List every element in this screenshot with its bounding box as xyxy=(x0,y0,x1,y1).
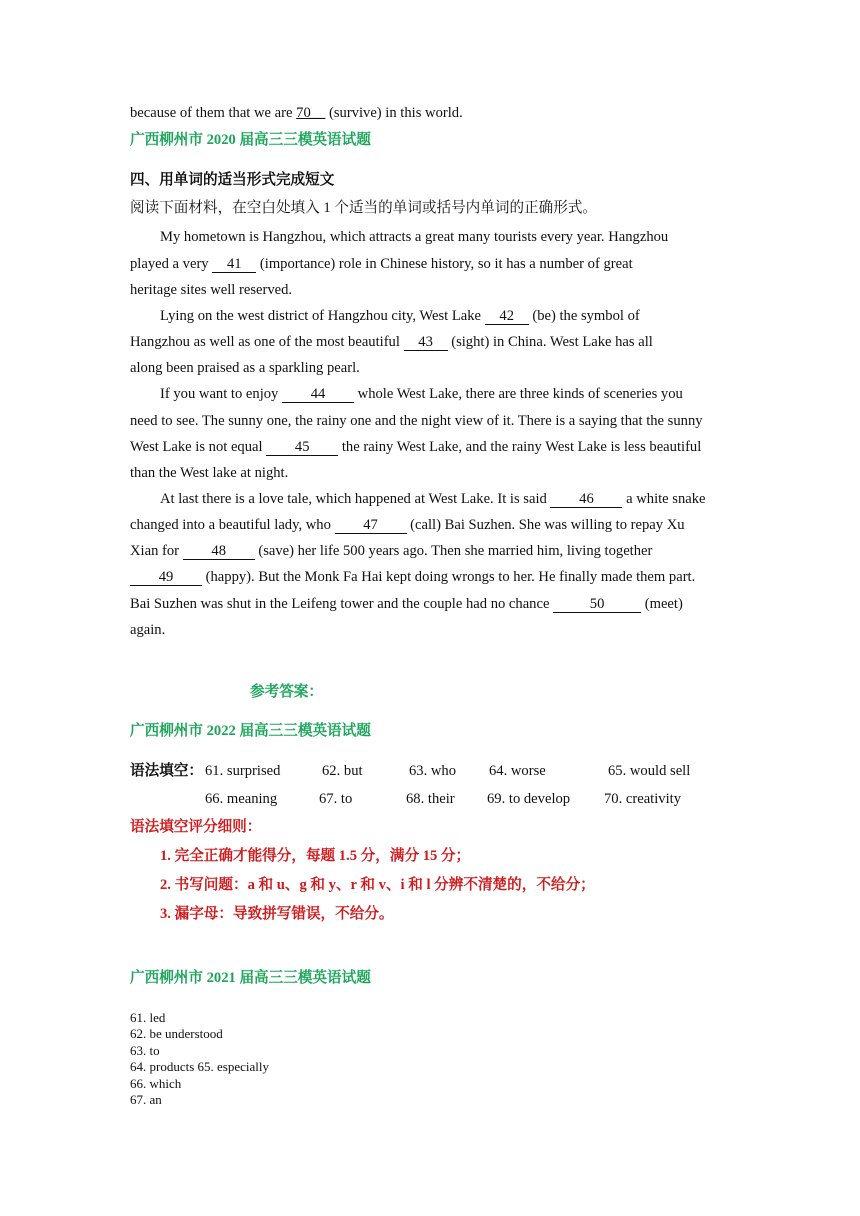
instruction: 阅读下面材料，在空白处填入 1 个适当的单词或括号内单词的正确形式。 xyxy=(130,200,598,216)
passage-line: changed into a beautiful lady, who 47 (call) Bai Suzhen. She was willing to repay Xu xyxy=(130,517,685,533)
answer-2021-item: 63. to xyxy=(130,1043,160,1058)
answer-item: 66. meaning xyxy=(205,791,278,807)
blank-42: 42 xyxy=(485,308,529,325)
answer-item: 67. to xyxy=(319,791,353,807)
answer-item: 70. creativity xyxy=(604,791,681,807)
answers-title: 参考答案： xyxy=(250,684,323,700)
answer-item: 63. who xyxy=(409,763,457,779)
passage-line: heritage sites well reserved. xyxy=(130,282,293,298)
answer-2021-item: 64. products 65. especially xyxy=(130,1059,269,1074)
passage-line: Xian for 48 (save) her life 500 years ago. Then she married him, living together xyxy=(130,543,653,559)
blank-48: 48 xyxy=(183,543,255,560)
blank-45: 45 xyxy=(266,439,338,456)
answer-item: 68. their xyxy=(406,791,455,807)
passage-line: Bai Suzhen was shut in the Leifeng tower and the couple had no chance 50 (meet) xyxy=(130,596,683,612)
passage-line: If you want to enjoy 44 whole West Lake, there are three kinds of sceneries you xyxy=(160,386,683,402)
answer-item: 65. would sell xyxy=(608,763,691,779)
passage-line: At last there is a love tale, which happened at West Lake. It is said 46 a white snake xyxy=(160,491,706,507)
answer-2021-item: 66. which xyxy=(130,1076,182,1091)
passage-line: My hometown is Hangzhou, which attracts a great many tourists every year. Hangzhou xyxy=(160,229,669,245)
answer-item: 61. surprised xyxy=(205,763,281,779)
scoring-rule: 3. 漏字母：导致拼写错误，不给分。 xyxy=(160,906,394,922)
answer-item: 62. but xyxy=(322,763,363,779)
answer-item: 64. worse xyxy=(489,763,546,779)
scoring-rule: 2. 书写问题：a 和 u、g 和 y、r 和 v、i 和 l 分辨不清楚的，不给分； xyxy=(160,877,595,893)
heading-2022: 广西柳州市 2022 届高三三模英语试题 xyxy=(130,723,371,739)
blank-46: 46 xyxy=(550,491,622,508)
blank-43: 43 xyxy=(404,334,448,351)
blank-44: 44 xyxy=(282,386,354,403)
scoring-title: 语法填空评分细则： xyxy=(130,819,262,835)
text-segment: because of them that we are xyxy=(130,105,297,121)
answer-item: 69. to develop xyxy=(487,791,571,807)
blank-47: 47 xyxy=(335,517,407,534)
heading-2021: 广西柳州市 2021 届高三三模英语试题 xyxy=(130,970,371,986)
passage-line: need to see. The sunny one, the rainy one and the night view of it. There is a saying that the sunny xyxy=(130,413,703,429)
passage-line: along been praised as a sparkling pearl. xyxy=(130,360,360,376)
heading-2020: 广西柳州市 2020 届高三三模英语试题 xyxy=(130,132,371,148)
passage-line: Hangzhou as well as one of the most beautiful 43 (sight) in China. West Lake has all xyxy=(130,334,653,350)
section-title: 四、用单词的适当形式完成短文 xyxy=(130,172,335,188)
blank-70: 70__ xyxy=(296,105,326,121)
text-segment: (survive) in this world. xyxy=(325,105,463,121)
passage-line: 49 (happy). But the Monk Fa Hai kept doing wrongs to her. He finally made them part. xyxy=(130,567,695,587)
passage-line: than the West lake at night. xyxy=(130,465,289,481)
answer-2021-item: 61. led xyxy=(130,1010,166,1025)
grammar-label: 语法填空： xyxy=(130,763,203,779)
passage-line: played a very 41 (importance) role in Chinese history, so it has a number of great xyxy=(130,256,633,272)
previous-passage-last-line xyxy=(130,103,463,123)
scoring-rule: 1. 完全正确才能得分，每题 1.5 分，满分 15 分； xyxy=(160,848,471,864)
passage-line: West Lake is not equal 45 the rainy West Lake, and the rainy West Lake is less beautiful xyxy=(130,439,702,455)
blank-41: 41 xyxy=(212,256,256,273)
blank-49: 49 xyxy=(130,569,202,586)
passage-line: Lying on the west district of Hangzhou city, West Lake 42 (be) the symbol of xyxy=(160,308,640,324)
answer-2021-item: 62. be understood xyxy=(130,1026,223,1041)
passage-line: again. xyxy=(130,622,166,638)
answer-2021-item: 67. an xyxy=(130,1092,162,1107)
blank-50: 50 xyxy=(553,596,641,613)
